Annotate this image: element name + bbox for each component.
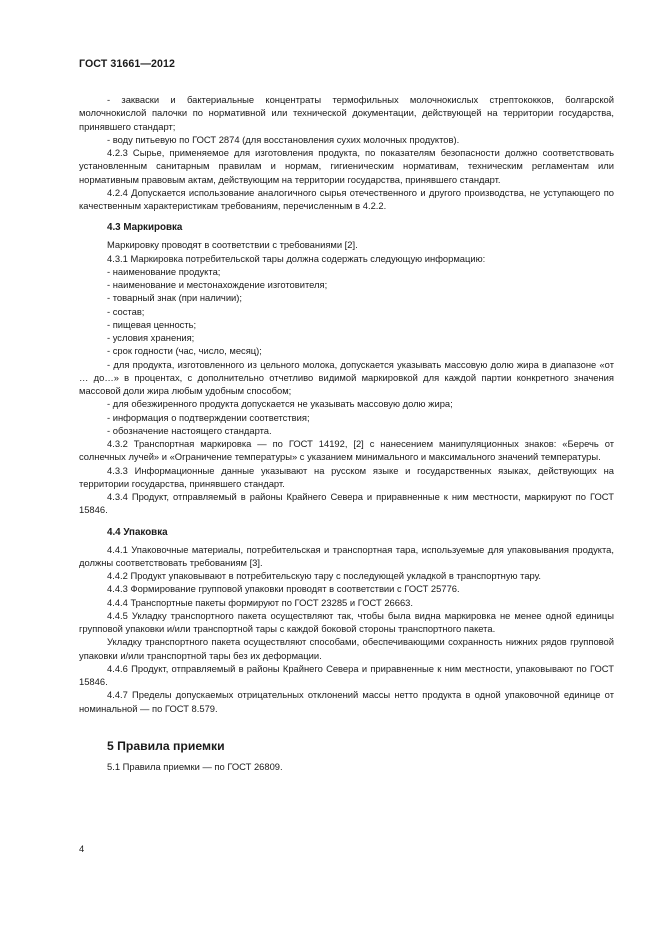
paragraph: - воду питьевую по ГОСТ 2874 (для восстановления сухих молочных продуктов). (107, 133, 460, 145)
paragraph: 4.2.3 Сырье, применяемое для изготовления продукта, по показателям безопасности должно соответствовать установленным санитарным правилам и нормам, гигиеническим нормативам, техническим регламентам или нормативным правовым актам, действующим на территории государства, принявшего стандарт. (79, 147, 614, 185)
section-heading: 4.3 Маркировка (107, 222, 183, 234)
paragraph: - пищевая ценность; (107, 318, 197, 330)
paragraph: 4.2.4 Допускается использование аналогичного сырья отечественного и другого производства, не уступающего по качественным характеристикам требованиям, перечисленным в 4.2.2. (79, 186, 614, 211)
page-header: ГОСТ 31661—2012 (79, 58, 176, 70)
paragraph: 4.4.2 Продукт упаковывают в потребительскую тару с последующей укладкой в транспортную тару. (107, 570, 542, 581)
paragraph: - закваски и бактериальные концентраты термофильных молочнокислых стрептококков, болгарской молочнокислой палочки по нормативной или технической документации, действующей на территории государства, принявшего стандарт; (79, 94, 614, 132)
paragraph: 4.3.3 Информационные данные указывают на русском языке и государственных языках, действующих на территории государства, принявшего стандарт. (79, 464, 614, 489)
paragraph: Укладку транспортного пакета осуществляют способами, обеспечивающими сохранность нижних рядов групповой упаковки и/или транспортной тары без их деформации. (79, 636, 614, 661)
paragraph: 4.4.7 Пределы допускаемых отрицательных отклонений массы нетто продукта в одной упаковочной единице от номинальной — по ГОСТ 8.579. (79, 689, 614, 714)
paragraph: 4.4.6 Продукт, отправляемый в районы Крайнего Севера и приравненные к ним местности, упаковывают по ГОСТ 15846. (79, 662, 614, 687)
paragraph: - наименование и местонахождение изготовителя; (107, 279, 328, 290)
paragraph: Маркировку проводят в соответствии с требованиями [2]. (107, 239, 358, 251)
section-heading: 4.4 Упаковка (107, 526, 168, 538)
paragraph: - срок годности (час, число, месяц); (107, 345, 262, 357)
paragraph: 4.3.4 Продукт, отправляемый в районы Крайнего Севера и приравненные к ним местности, маркируют по ГОСТ 15846. (79, 491, 614, 516)
paragraph: - для обезжиренного продукта допускается не указывать массовую долю жира; (107, 398, 453, 410)
document-body (79, 93, 614, 773)
paragraph: 4.4.4 Транспортные пакеты формируют по ГОСТ 23285 и ГОСТ 26663. (107, 596, 414, 608)
paragraph: 4.3.2 Транспортная маркировка — по ГОСТ 14192, [2] с нанесением манипуляционных знаков: «Беречь от солнечных лучей» и «Ограничение температуры» с указанием минимального и максимального значений температуры. (79, 438, 614, 463)
paragraph: - информация о подтверждении соответствия; (107, 411, 310, 423)
paragraph: 4.4.5 Укладку транспортного пакета осуществляют так, чтобы была видна маркировка не менее одной единицы групповой упаковки и/или транспортной тары с каждой боковой стороны транспортного пакета. (79, 609, 614, 634)
paragraph: 4.4.3 Формирование групповой упаковки проводят в соответствии с ГОСТ 25776. (107, 583, 460, 595)
paragraph: 4.3.1 Маркировка потребительской тары должна содержать следующую информацию: (107, 252, 486, 264)
paragraph: 4.4.1 Упаковочные материалы, потребительская и транспортная тара, используемые для упаковывания продукта, должны соответствовать требованиям [3]. (79, 543, 614, 568)
paragraph: - для продукта, изготовленного из цельного молока, допускается указывать массовую долю жира в диапазоне «от … до…» в процентах, с дополнительно отчетливо видимой маркировкой для каждой партии конкретного значения массовой доли жира любым удобным способом; (79, 358, 614, 396)
paragraph: - состав; (107, 305, 145, 317)
paragraph: 5.1 Правила приемки — по ГОСТ 26809. (107, 760, 283, 772)
paragraph: - обозначение настоящего стандарта. (107, 424, 272, 436)
paragraph: - наименование продукта; (107, 265, 221, 277)
paragraph: - товарный знак (при наличии); (107, 292, 243, 304)
page-number: 4 (79, 843, 85, 854)
section-heading: 5 Правила приемки (107, 738, 225, 753)
paragraph: - условия хранения; (107, 332, 195, 343)
